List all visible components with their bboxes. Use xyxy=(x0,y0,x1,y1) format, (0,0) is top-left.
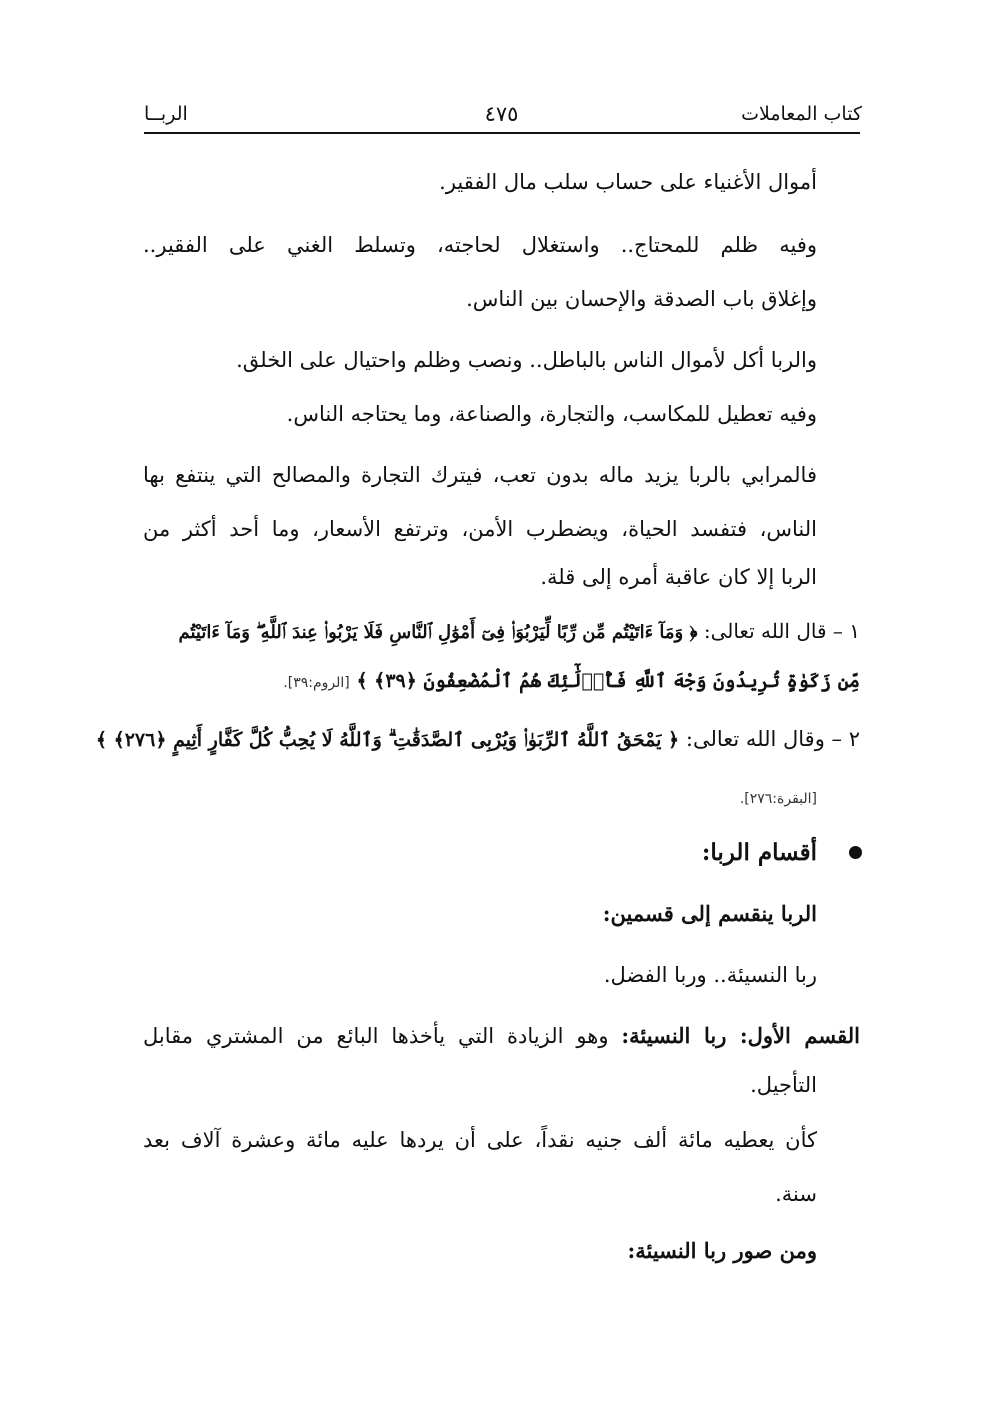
header-book-title: كتاب المعاملات xyxy=(741,103,862,125)
paragraph-line: أموال الأغنياء على حساب سلب مال الفقير. xyxy=(439,170,817,194)
paragraph-line: وإغلاق باب الصدقة والإحسان بين الناس. xyxy=(466,287,817,311)
paragraph-line: فالمرابي بالربا يزيد ماله بدون تعب، فيترك التجارة والمصالح التي ينتفع بها xyxy=(143,463,817,487)
header-chapter-title: الربــا xyxy=(144,103,188,125)
verse-1-intro: ١ – قال الله تعالى: xyxy=(703,619,860,643)
verse-1-text: ﴿ وَمَآ ءَاتَيْتُم مِّن رِّبًا لِّيَرْبُوَا۟ فِىٓ أَمْوَٰلِ ٱلنَّاسِ فَلَا يَرْبُوا۟ عِندَ ٱللَّهِ ۖ وَمَآ ءَاتَيْتُم xyxy=(178,622,698,643)
paragraph-line: وفيه تعطيل للمكاسب، والتجارة، والصناعة، وما يحتاجه الناس. xyxy=(286,402,817,426)
header-divider xyxy=(144,132,860,134)
verse-1-text-cont: مِّن زَكَوٰةٍ تُرِيدُونَ وَجْهَ ٱللَّهِ فَأُو۟لَٰٓئِكَ هُمُ ٱلْمُضْعِفُونَ ﴿٣٩﴾ ﴾ xyxy=(356,670,860,692)
verse-2-intro: ٢ – وقال الله تعالى: xyxy=(685,727,860,751)
bullet-icon xyxy=(849,846,862,859)
paragraph-line: والربا أكل لأموال الناس بالباطل.. ونصب وظلم واحتيال على الخلق. xyxy=(236,348,817,372)
verse-1-line-1 xyxy=(179,611,861,653)
first-type-line-1 xyxy=(143,1016,860,1056)
verse-2-text: ﴿ يَمْحَقُ ٱللَّهُ ٱلرِّبَوٰا۟ وَيُرْبِى ٱلصَّدَقَٰتِ ۗ وَٱللَّهُ لَا يُحِبُّ كُلَّ كَفَّارٍ أَثِيمٍ ﴿٢٧٦﴾ ﴾ xyxy=(95,729,680,751)
section-subheading: الربا ينقسم إلى قسمين: xyxy=(602,901,817,926)
paragraph-line: وفيه ظلم للمحتاج.. واستغلال لحاجته، وتسلط الغني على الفقير.. xyxy=(143,233,817,257)
section-heading: أقسام الربا: xyxy=(701,839,817,866)
paragraph-line: الربا إلا كان عاقبة أمره إلى قلة. xyxy=(540,565,817,589)
example-line-1: كأن يعطيه مائة ألف جنيه نقداً، على أن يردها عليه مائة وعشرة آلاف بعد xyxy=(143,1128,817,1152)
first-type-definition: وهو الزيادة التي يأخذها البائع من المشتري مقابل xyxy=(143,1024,609,1048)
forms-heading: ومن صور ربا النسيئة: xyxy=(627,1238,817,1263)
types-line: ربا النسيئة.. وربا الفضل. xyxy=(603,963,817,987)
first-type-line-2: التأجيل. xyxy=(750,1073,817,1097)
verse-1-reference: [الروم:٣٩]. xyxy=(283,675,350,691)
first-type-label: القسم الأول: ربا النسيئة: xyxy=(621,1023,860,1048)
header-page-number: ٤٧٥ xyxy=(484,102,519,126)
verse-1-line-2 xyxy=(283,660,860,703)
verse-2-line-2 xyxy=(740,776,817,819)
verse-2-reference: [البقرة:٢٧٦]. xyxy=(739,791,817,807)
example-line-2: سنة. xyxy=(775,1182,817,1206)
paragraph-line: الناس، فتفسد الحياة، ويضطرب الأمن، وترتفع الأسعار، وما أحد أكثر من xyxy=(143,517,817,541)
verse-2-line-1 xyxy=(96,719,860,760)
